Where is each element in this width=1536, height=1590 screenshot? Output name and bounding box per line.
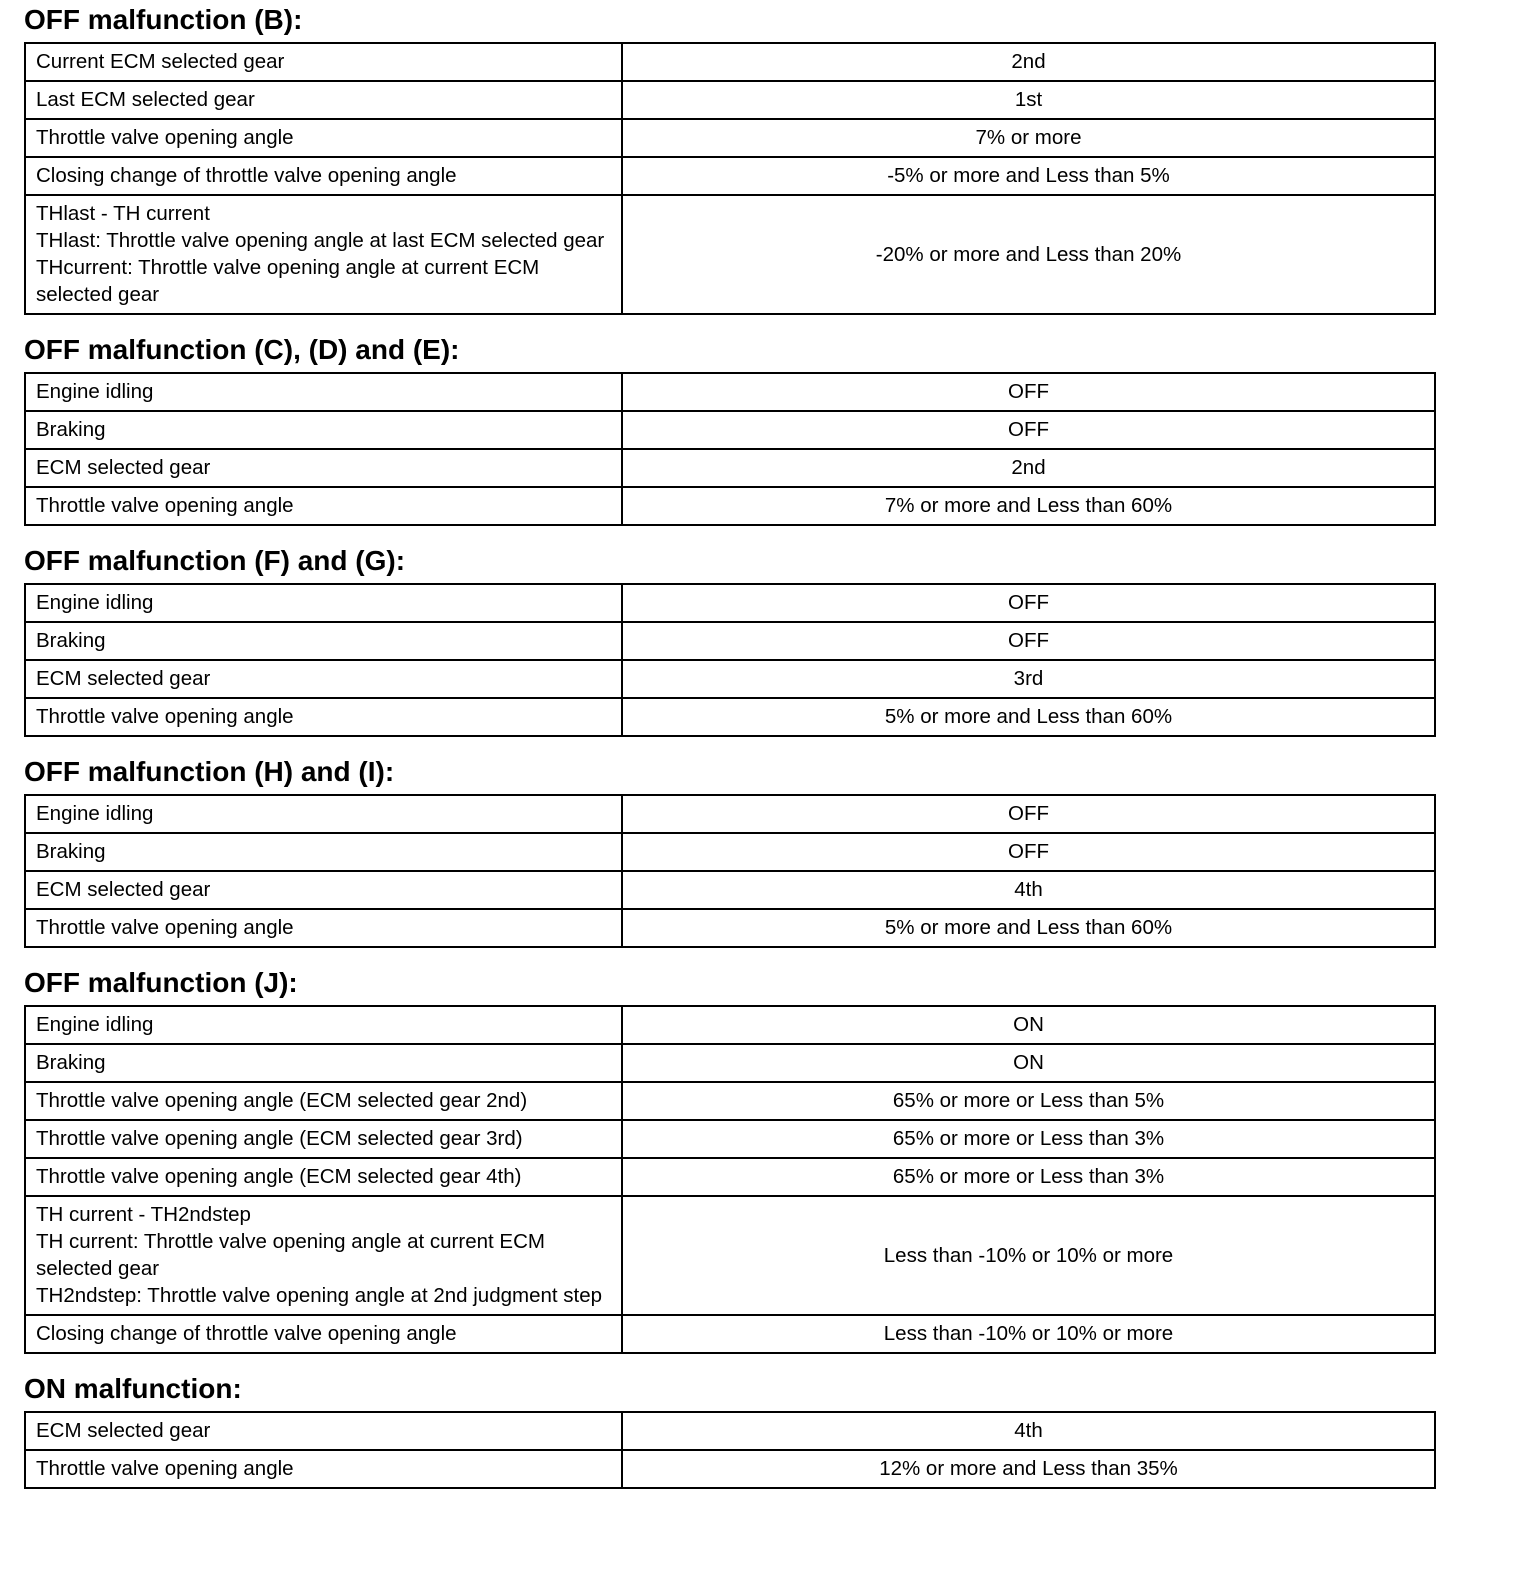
table-row: [25, 795, 1435, 833]
row-value: OFF: [622, 373, 1435, 411]
row-value: OFF: [622, 411, 1435, 449]
section-title: OFF malfunction (C), (D) and (E):: [24, 334, 460, 365]
table-row: [25, 195, 1435, 314]
row-value: 2nd: [622, 449, 1435, 487]
row-label: Engine idling: [25, 584, 622, 622]
row-label: Engine idling: [25, 373, 622, 411]
document: [24, 0, 1436, 1504]
table-row: [25, 1196, 1435, 1315]
table-row: [25, 622, 1435, 660]
section-title: OFF malfunction (B):: [24, 4, 303, 35]
table-row: [25, 1315, 1435, 1353]
table-row: [25, 698, 1435, 736]
row-label: THlast - TH current THlast: Throttle valve opening angle at last ECM selected gear THcurrent: Throttle valve opening angle at current ECM selected gear: [25, 195, 622, 314]
section-title: OFF malfunction (F) and (G):: [24, 545, 406, 576]
section-title: OFF malfunction (J):: [24, 967, 298, 998]
row-value: 5% or more and Less than 60%: [622, 698, 1435, 736]
condition-table: [24, 42, 1436, 315]
row-label: Current ECM selected gear: [25, 43, 622, 81]
table-row: [25, 1082, 1435, 1120]
row-label: ECM selected gear: [25, 449, 622, 487]
row-label: Braking: [25, 622, 622, 660]
row-value: -20% or more and Less than 20%: [622, 195, 1435, 314]
table-row: [25, 1006, 1435, 1044]
table-row: [25, 81, 1435, 119]
row-value: OFF: [622, 622, 1435, 660]
condition-table: [24, 1005, 1436, 1354]
table-row: [25, 909, 1435, 947]
section-off-malfunction-j: [24, 963, 1436, 1354]
row-value: 7% or more and Less than 60%: [622, 487, 1435, 525]
section-off-malfunction-c-d-e: [24, 330, 1436, 526]
row-label: Throttle valve opening angle (ECM selected gear 2nd): [25, 1082, 622, 1120]
row-label: Braking: [25, 411, 622, 449]
row-value: 65% or more or Less than 3%: [622, 1158, 1435, 1196]
table-row: [25, 1158, 1435, 1196]
condition-table: [24, 1411, 1436, 1489]
row-label: Throttle valve opening angle (ECM selected gear 4th): [25, 1158, 622, 1196]
row-label: Closing change of throttle valve opening angle: [25, 157, 622, 195]
row-label: Engine idling: [25, 1006, 622, 1044]
row-value: 65% or more or Less than 5%: [622, 1082, 1435, 1120]
table-row: [25, 1450, 1435, 1488]
row-value: ON: [622, 1006, 1435, 1044]
row-value: ON: [622, 1044, 1435, 1082]
table-row: [25, 119, 1435, 157]
condition-table: [24, 583, 1436, 737]
row-label: Last ECM selected gear: [25, 81, 622, 119]
row-value: OFF: [622, 795, 1435, 833]
section-title: OFF malfunction (H) and (I):: [24, 756, 395, 787]
table-row: [25, 43, 1435, 81]
section-off-malfunction-b: [24, 0, 1436, 315]
section-off-malfunction-h-i: [24, 752, 1436, 948]
row-label: Engine idling: [25, 795, 622, 833]
row-value: 3rd: [622, 660, 1435, 698]
table-row: [25, 871, 1435, 909]
table-row: [25, 1044, 1435, 1082]
row-value: 65% or more or Less than 3%: [622, 1120, 1435, 1158]
row-value: 7% or more: [622, 119, 1435, 157]
table-row: [25, 1412, 1435, 1450]
row-value: Less than -10% or 10% or more: [622, 1196, 1435, 1315]
row-label: Braking: [25, 833, 622, 871]
row-value: 4th: [622, 1412, 1435, 1450]
row-label: Throttle valve opening angle: [25, 487, 622, 525]
row-label: Throttle valve opening angle: [25, 119, 622, 157]
row-label: Throttle valve opening angle: [25, 698, 622, 736]
row-value: 12% or more and Less than 35%: [622, 1450, 1435, 1488]
row-label: Throttle valve opening angle (ECM selected gear 3rd): [25, 1120, 622, 1158]
condition-table: [24, 794, 1436, 948]
row-label: Braking: [25, 1044, 622, 1082]
row-value: 5% or more and Less than 60%: [622, 909, 1435, 947]
table-row: [25, 584, 1435, 622]
row-label: ECM selected gear: [25, 871, 622, 909]
section-title: ON malfunction:: [24, 1373, 242, 1404]
table-row: [25, 833, 1435, 871]
row-label: Throttle valve opening angle: [25, 1450, 622, 1488]
row-value: Less than -10% or 10% or more: [622, 1315, 1435, 1353]
table-row: [25, 1120, 1435, 1158]
table-row: [25, 449, 1435, 487]
table-row: [25, 411, 1435, 449]
condition-table: [24, 372, 1436, 526]
table-row: [25, 660, 1435, 698]
row-value: 2nd: [622, 43, 1435, 81]
row-value: 4th: [622, 871, 1435, 909]
section-off-malfunction-f-g: [24, 541, 1436, 737]
row-label: ECM selected gear: [25, 1412, 622, 1450]
section-on-malfunction: [24, 1369, 1436, 1489]
table-row: [25, 487, 1435, 525]
row-value: OFF: [622, 584, 1435, 622]
row-label: Throttle valve opening angle: [25, 909, 622, 947]
table-row: [25, 373, 1435, 411]
row-label: ECM selected gear: [25, 660, 622, 698]
row-value: -5% or more and Less than 5%: [622, 157, 1435, 195]
table-row: [25, 157, 1435, 195]
row-value: 1st: [622, 81, 1435, 119]
row-label: TH current - TH2ndstep TH current: Throttle valve opening angle at current ECM selected gear TH2ndstep: Throttle valve opening angle at 2nd judgment step: [25, 1196, 622, 1315]
row-label: Closing change of throttle valve opening angle: [25, 1315, 622, 1353]
row-value: OFF: [622, 833, 1435, 871]
